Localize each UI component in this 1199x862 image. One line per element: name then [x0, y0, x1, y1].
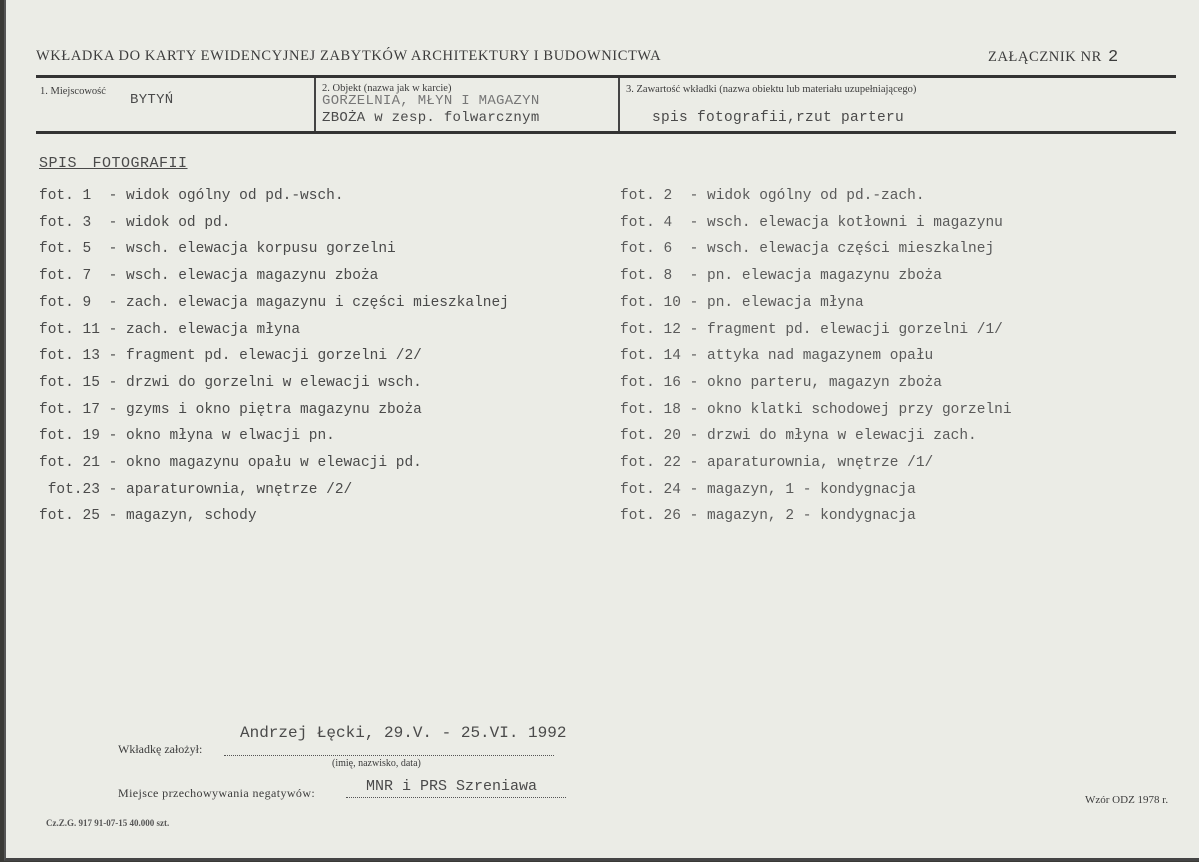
object-label: 2. Objekt (nazwa jak w karcie) — [322, 83, 452, 94]
list-item: fot. 12 - fragment pd. elewacji gorzelni /1/ — [620, 321, 1003, 338]
field-divider-1 — [314, 78, 316, 131]
list-item: fot. 2 - widok ogólny od pd.-zach. — [620, 188, 925, 204]
list-item: fot. 5 - wsch. elewacja korpusu gorzelni — [39, 241, 396, 258]
author-hint: (imię, nazwisko, data) — [332, 758, 421, 769]
annex-label-text: ZAŁĄCZNIK NR — [988, 49, 1102, 65]
content-label: 3. Zawartość wkładki (nazwa obiektu lub materiału uzupełniającego) — [626, 84, 917, 95]
list-item: fot.23 - aparaturownia, wnętrze /2/ — [39, 481, 353, 498]
locality-label: 1. Miejscowość — [40, 86, 106, 97]
list-item: fot. 6 - wsch. elewacja części mieszkalnej — [620, 241, 995, 258]
list-item: fot. 4 - wsch. elewacja kotłowni i magazynu — [620, 214, 1003, 231]
list-item: fot. 9 - zach. elewacja magazynu i części mieszkalnej — [39, 294, 509, 311]
list-item: fot. 22 - aparaturownia, wnętrze /1/ — [620, 455, 934, 472]
author-value: Andrzej Łęcki, 29.V. - 25.VI. 1992 — [240, 724, 567, 742]
section-title: SPIS FOTOGRAFII — [39, 155, 188, 172]
list-item: fot. 11 - zach. elewacja młyna — [39, 321, 301, 338]
list-item: fot. 14 - attyka nad magazynem opału — [620, 348, 934, 365]
content-value: spis fotografii,rzut parteru — [652, 110, 905, 126]
header-bottom-rule — [36, 131, 1176, 134]
header-top-rule — [36, 75, 1176, 78]
photo-list-left — [39, 183, 509, 530]
list-item: fot. 1 - widok ogólny od pd.-wsch. — [39, 188, 344, 204]
list-item: fot. 18 - okno klatki schodowej przy gorzelni — [620, 401, 1012, 418]
document-page — [4, 0, 1199, 861]
template-info: Wzór ODZ 1978 r. — [1085, 794, 1169, 806]
list-item: fot. 20 - drzwi do młyna w elewacji zach. — [620, 428, 977, 445]
list-item: fot. 3 - widok od pd. — [39, 214, 231, 231]
list-item: fot. 26 - magazyn, 2 - kondygnacja — [620, 508, 916, 525]
author-dotted-line — [224, 755, 554, 756]
list-item: fot. 16 - okno parteru, magazyn zboża — [620, 374, 942, 391]
list-item: fot. 25 - magazyn, schody — [39, 508, 257, 525]
form-title: WKŁADKA DO KARTY EWIDENCYJNEJ ZABYTKÓW ARCHITEKTURY I BUDOWNICTWA — [36, 48, 662, 64]
print-info: Cz.Z.G. 917 91-07-15 40.000 szt. — [46, 818, 170, 828]
list-item: fot. 7 - wsch. elewacja magazynu zboża — [39, 268, 379, 285]
list-item: fot. 8 - pn. elewacja magazynu zboża — [620, 268, 942, 285]
negatives-label: Miejsce przechowywania negatywów: — [118, 786, 316, 800]
annex-label — [988, 48, 1119, 67]
list-item: fot. 10 - pn. elewacja młyna — [620, 294, 864, 311]
list-item: fot. 17 - gzyms i okno piętra magazynu zboża — [39, 401, 422, 418]
field-divider-2 — [618, 78, 620, 131]
object-value-line2: ZBOŻA w zesp. folwarcznym — [322, 110, 540, 126]
list-item: fot. 19 - okno młyna w elwacji pn. — [39, 428, 335, 445]
negatives-dotted-line — [346, 797, 566, 798]
list-item: fot. 21 - okno magazynu opału w elewacji pd. — [39, 455, 422, 472]
locality-value: BYTYŃ — [130, 92, 174, 108]
photo-list-right — [620, 183, 1012, 530]
list-item: fot. 13 - fragment pd. elewacji gorzelni /2/ — [39, 348, 422, 365]
negatives-value: MNR i PRS Szreniawa — [366, 778, 538, 795]
object-value-line1: GORZELNIA, MŁYN I MAGAZYN — [322, 93, 540, 109]
list-item: fot. 15 - drzwi do gorzelni w elewacji wsch. — [39, 374, 422, 391]
author-label: Wkładkę założył: — [118, 742, 203, 756]
list-item: fot. 24 - magazyn, 1 - kondygnacja — [620, 481, 916, 498]
annex-number: 2 — [1107, 48, 1119, 67]
